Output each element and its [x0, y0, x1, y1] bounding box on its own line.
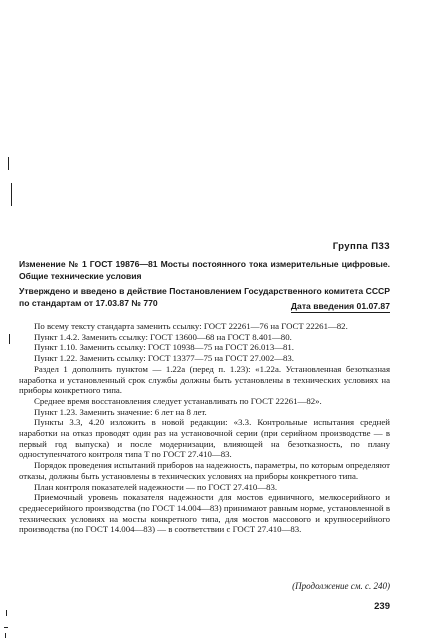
paragraph: Порядок проведения испытаний приборов на надежность, параметры, по которым определяют отказы, должны быть установлены в технических условиях на приборы конкретного типа.	[19, 460, 390, 481]
page-number: 239	[374, 601, 390, 612]
scan-mark-margin	[9, 334, 10, 344]
scan-mark-middle	[11, 183, 12, 206]
continuation-note: (Продолжение см. с. 240)	[292, 581, 390, 591]
scan-mark-top	[8, 157, 9, 170]
approval-statement: Утверждено и введено в действие Постановлением Государственного комитета СССР по стандартам от 17.03.87 № 770	[19, 286, 390, 308]
paragraph: Раздел 1 дополнить пунктом — 1.22а (перед п. 1.23): «1.22а. Установленная безотказная наработка и установленный срок службы должны быть установлены в технических условиях на приборы конкретного типа.	[19, 363, 390, 396]
paragraph: Среднее время восстановления следует устанавливать по ГОСТ 22261—82».	[34, 395, 322, 406]
amendment-text	[19, 321, 390, 535]
paragraph: Пункт 1.4.2. Заменить ссылку: ГОСТ 13600—68 на ГОСТ 8.401—80.	[34, 331, 292, 342]
paragraph: Пункт 1.22. Заменить ссылку: ГОСТ 13377—75 на ГОСТ 27.002—83.	[34, 353, 295, 364]
group-label: Группа П33	[332, 241, 390, 252]
effective-date	[19, 301, 390, 312]
scan-mark-bottom-a	[6, 610, 7, 616]
paragraph: Пункт 1.10. Заменить ссылку: ГОСТ 10938—75 на ГОСТ 26.013—81.	[34, 342, 295, 353]
change-title: Изменение № 1 ГОСТ 19876—81 Мосты постоянного тока измерительные цифровые. Общие технические условия	[19, 259, 390, 281]
scan-mark-bottom-b	[4, 627, 8, 628]
paragraph: По всему тексту стандарта заменить ссылку: ГОСТ 22261—76 на ГОСТ 22261—82.	[34, 321, 348, 331]
paragraph: План контроля показателей надежности — по ГОСТ 27.410—83.	[34, 481, 278, 492]
scan-mark-bottom-c	[5, 633, 6, 638]
paragraph: Приемочный уровень показателя надежности для мостов единичного, мелкосерийного и среднесерийного производства (по ГОСТ 14.004—83) принимают равным норме, установленной в технических условиях на мосты конкретного типа, для мостов массового и крупносерийного производства (по ГОСТ 14.004—83) — в соответствии с ГОСТ 27.410—83.	[19, 492, 390, 535]
effective-date-text: Дата введения 01.07.87	[290, 301, 390, 311]
paragraph: Пункт 1.23. Заменить значение: 6 лет на 8 лет.	[34, 406, 207, 417]
paragraph: Пункты 3.3, 4.20 изложить в новой редакции: «3.3. Контрольные испытания средней наработки на отказ проводят один раз на установочной серии (при серийном производстве — в первый год выпуска) и после модернизации, влияющей на безотказность, по плану одноступенчатого контроля типа Т по ГОСТ 27.410—83.	[19, 417, 390, 460]
